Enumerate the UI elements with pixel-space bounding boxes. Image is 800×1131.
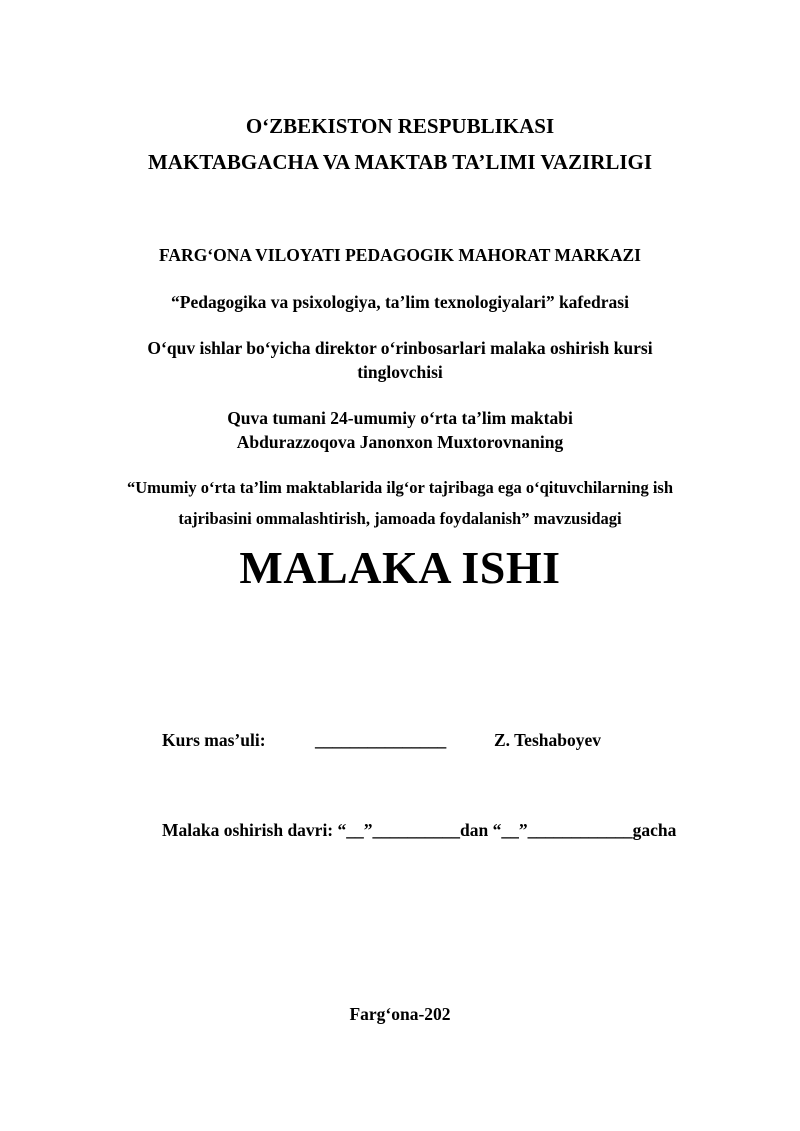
supervisor-label: Kurs mas’uli: <box>162 730 266 750</box>
author-name: Abdurazzoqova Janonxon Muxtorovnaning <box>236 432 564 452</box>
place-year: Farg‘ona-202 <box>349 1004 451 1024</box>
supervisor-name: Z. Teshaboyev <box>494 730 601 750</box>
course-line-2: tinglovchisi <box>357 362 443 382</box>
supervisor-signature-blank: _______________ <box>315 730 447 750</box>
ministry-heading: MAKTABGACHA VA MAKTAB TA’LIMI VAZIRLIGI <box>147 150 653 174</box>
country-heading: O‘ZBEKISTON RESPUBLIKASI <box>245 114 555 138</box>
department-name: “Pedagogika va psixologiya, ta’lim texnologiyalari” kafedrasi <box>171 292 629 312</box>
course-line-1: O‘quv ishlar bo‘yicha direktor o‘rinbosarlari malaka oshirish kursi <box>147 338 653 358</box>
topic-line-2: tajribasini ommalashtirish, jamoada foydalanish” mavzusidagi <box>178 509 622 528</box>
topic-line-1: “Umumiy o‘rta ta’lim maktablarida ilg‘or tajribaga ega o‘qituvchilarning ish <box>126 478 673 497</box>
training-period: Malaka oshirish davri: “__”__________dan “__”____________gacha <box>162 820 677 840</box>
document-title: MALAKA ISHI <box>239 542 561 593</box>
school-name: Quva tumani 24-umumiy o‘rta ta’lim maktabi <box>227 408 573 428</box>
center-name: FARG‘ONA VILOYATI PEDAGOGIK MAHORAT MARKAZI <box>159 245 641 265</box>
